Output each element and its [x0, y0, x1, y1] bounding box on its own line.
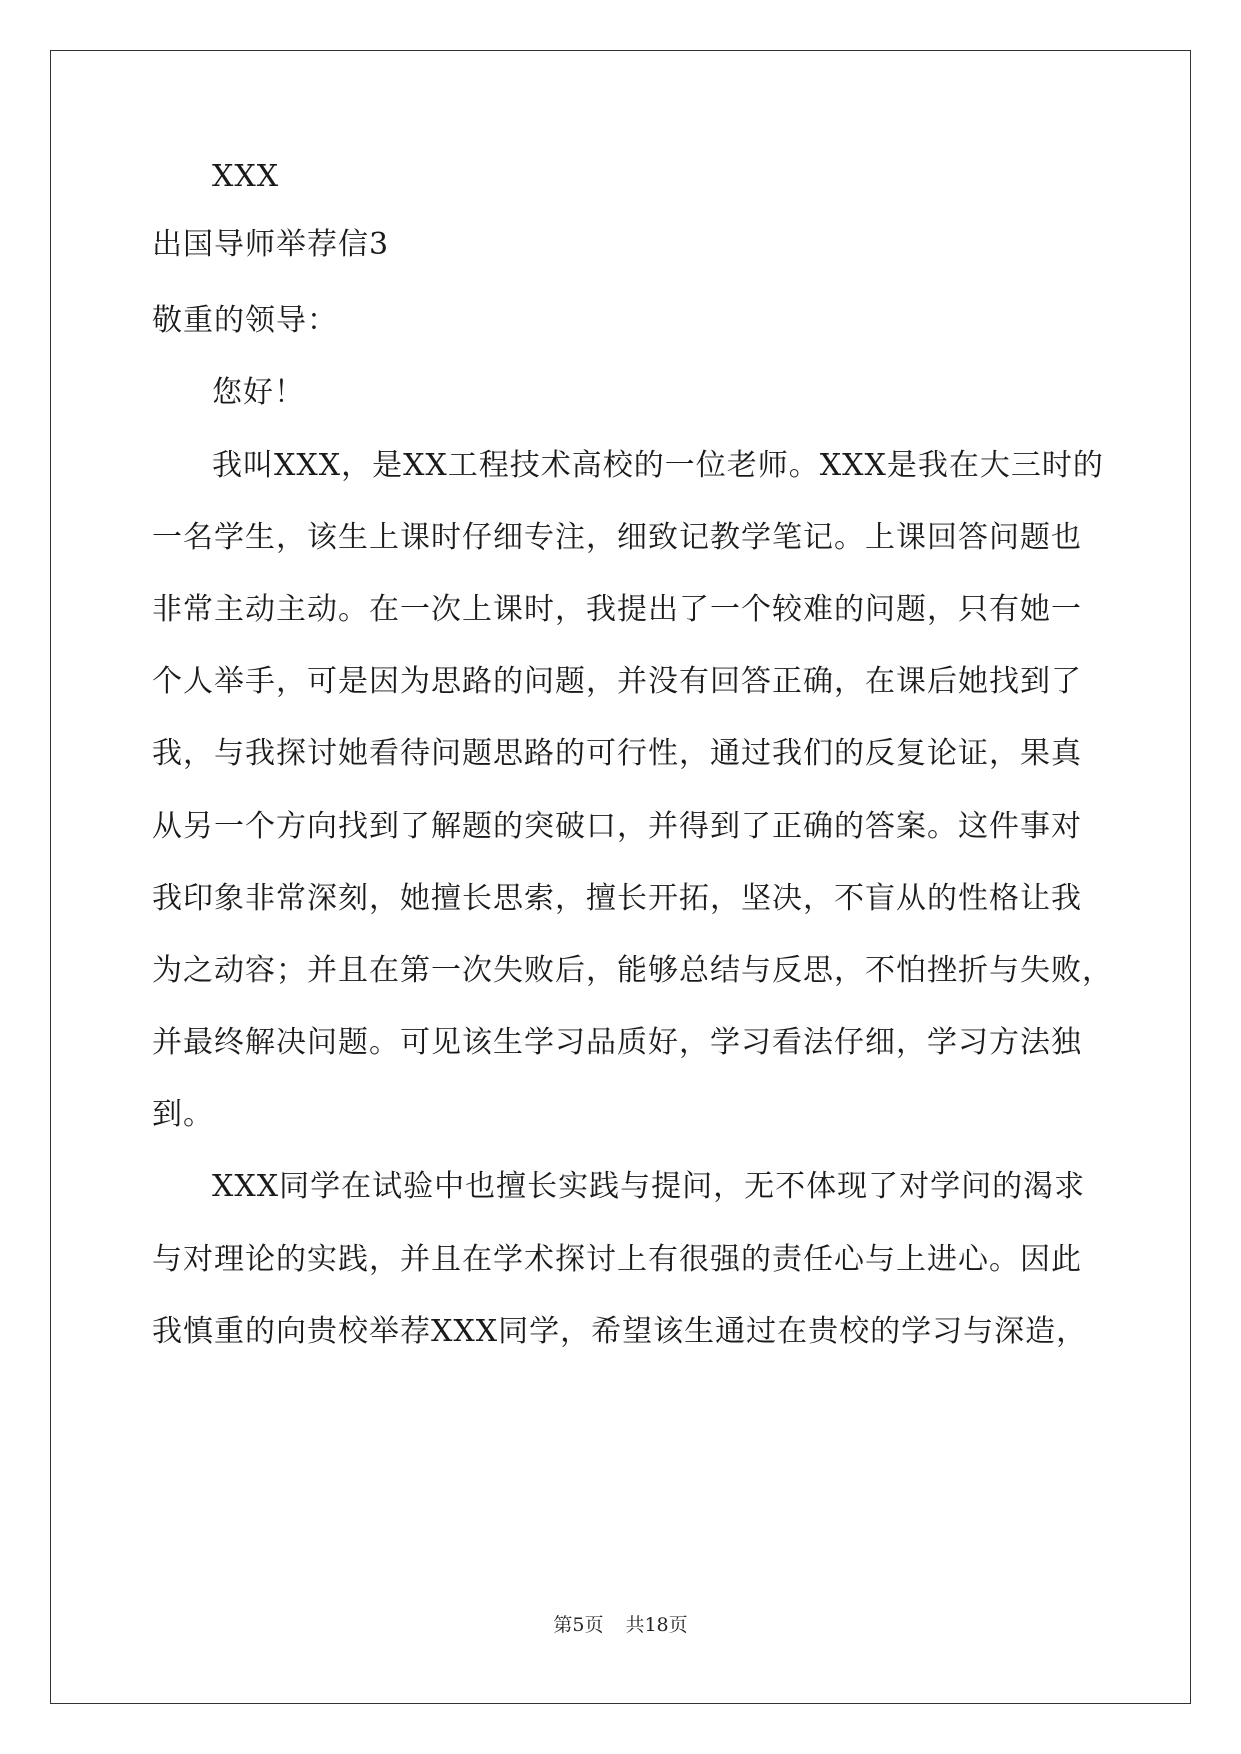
paragraph-line: 与对理论的实践，并且在学术探讨上有很强的责任心与上进心。因此 [152, 1242, 1082, 1277]
paragraph-line: 为之动容；并且在第一次失败后，能够总结与反思，不怕挫折与失败， [152, 953, 1113, 988]
page-number-total: 共18页 [625, 1614, 688, 1636]
paragraph-line: 并最终解决问题。可见该生学习品质好，学习看法仔细，学习方法独 [152, 1025, 1082, 1060]
paragraph-line: 我印象非常深刻，她擅长思索，擅长开拓，坚决，不盲从的性格让我 [152, 881, 1082, 916]
paragraph-line: 个人举手，可是因为思路的问题，并没有回答正确，在课后她找到了 [152, 664, 1082, 699]
paragraph-line: XXX同学在试验中也擅长实践与提问，无不体现了对学问的渴求 [212, 1169, 1086, 1204]
page-footer [0, 1612, 1241, 1638]
salutation: 敬重的领导： [152, 303, 338, 338]
section-heading: 出国导师举荐信3 [152, 227, 390, 262]
signature-name: XXX [212, 159, 280, 194]
page-number-current: 第5页 [553, 1614, 604, 1636]
paragraph-line: 到。 [152, 1097, 214, 1132]
paragraph-line: 非常主动主动。在一次上课时，我提出了一个较难的问题，只有她一 [152, 592, 1082, 627]
greeting: 您好！ [212, 375, 305, 410]
paragraph-line: 我叫XXX，是XX工程技术高校的一位老师。XXX是我在大三时的 [212, 448, 1104, 483]
paragraph-line: 我，与我探讨她看待问题思路的可行性，通过我们的反复论证，果真 [152, 736, 1082, 771]
page-border [50, 50, 1191, 1704]
paragraph-line: 从另一个方向找到了解题的突破口，并得到了正确的答案。这件事对 [152, 809, 1082, 844]
paragraph-line: 一名学生，该生上课时仔细专注，细致记教学笔记。上课回答问题也 [152, 520, 1082, 555]
paragraph-line: 我慎重的向贵校举荐XXX同学，希望该生通过在贵校的学习与深造， [152, 1314, 1088, 1349]
